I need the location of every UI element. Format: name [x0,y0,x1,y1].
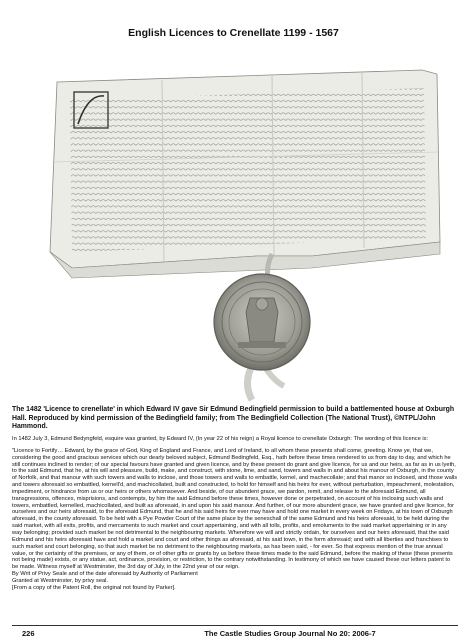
intro-paragraph: In 1482 July 3, Edmund Bedyngfeld, esquire was granted, by Edward IV, (In year 22 of his reign) a Royal licence to crenellate Oxburgh: The wording of this licence is: [12,436,429,442]
charter-with-seal-image [12,42,458,407]
page-number: 226 [22,629,35,638]
parchment [50,70,440,278]
wax-seal [214,274,310,370]
journal-footer: The Castle Studies Group Journal No 20: 2006-7 [204,629,376,638]
source-note: [From a copy of the Patent Roll, the original not found by Parker]. [12,584,176,591]
article-body [12,436,458,597]
licence-text: "Licence to Fortify… Edward, by the grace of God, King of England and France, and Lord of Ireland, to all whom these presents shall come, greeting. Know ye, that we, considering the good and gracious services which our dearly beloved subject, Edmund Bedingfeld, Esq., hath before these times rendered to us from day to day, and which he still continues inclined to render; of our special favours have granted and given licence, and by these present do grant and give licence, for us and our heirs, as far as in us lyeth, to the said Edmund, that he, at his will and pleasure, build, make, and construct, with stone, lime, and sand, towers and walls in and about his manour of Oxburgh, in the county of Norfolk, and that manour with such towers and walls to inclose, and those towers and walls to embattle, kernel, and machecollate; and that manor so inclosed, and those walls and towers aforesaid so embattled, kernell'd, and machicollated, built and constructed, to hold for himself and his heirs for ever, without perturbation, impeachment, molestation, impediment, or hindrance from us or our heirs or others whomsoever. And beside, of our abundent grace, we pardon, remit, and release to the aforesaid Edmund, all transgressions, offences, misprisions, and contempts, by him the said Edmund before these times, however done or perpetrated, on account of his inclosing such walls and towers, embattled, kernelled, machicollated, and built as aforesaid, in and upon his said manour. And further, of our more abundent grace, we have granted and give licence, for ourselves and our heirs aforesaid, to the aforesaid Edmund, that he and his said heirs for ever may have and hold one market in every week on Fridays, at his town of Oxburgh aforesaid, in the county aforesaid. To be held with a Pye Powder Court of the same place by the seneschall of the same Edmund and his heirs aforesaid, to be held during the said market, with all exits, profits, and mercaments to such market and court appertaining, and with all tolls, profits, and emoluments to the said market appertaining or in any way belonging; provided such market be not detrimental to the neighbouring markets. Wherefore we will and strictly ordain, for ourselves and our heirs aforesaid, that the said Edmund and his heirs aforesaid have and hold a market and court and other things as aforesaid, at his said town, in the form aforesaid; and with all liberties and franchises to such market and court belonging, so that such market be no detriment to the neighbouring markets, as has been said, - for ever. So that express mention of the true annual value, or the certainty of the premises, or any of them, or of other gifts or grants by us before these times made to the said Edmund, before the making of these (these presents not being made) exists, or any statue, act, ordinance, provision, or restriction, to the contrary notwithstanding. In testimony of which we have caused these our letters patent to be made. Witness myself at Westminster, the 3rd day of July, in the 22nd year of our reign. [12,447,458,571]
charter-photograph [12,42,458,407]
footer-rule [12,625,458,626]
granted-line: Granted at Westminster, by privy seal. [12,577,108,584]
licence-quotation [12,448,458,585]
photo-caption: The 1482 'Licence to crenellate' in which Edward IV gave Sir Edmund Bedingfield permission to build a battlemented house at Oxburgh Hall. Reproduced by kind permission of the Bedingfield family; from The Bedingfield Collection (The National Trust), ©NTPL/John Hammond. [12,406,455,431]
writ-line: By Writ of Privy Seale and of the date aforesaid by Authority of Parliament [12,571,198,578]
page-title: English Licences to Crenellate 1199 - 1567 [128,27,339,39]
